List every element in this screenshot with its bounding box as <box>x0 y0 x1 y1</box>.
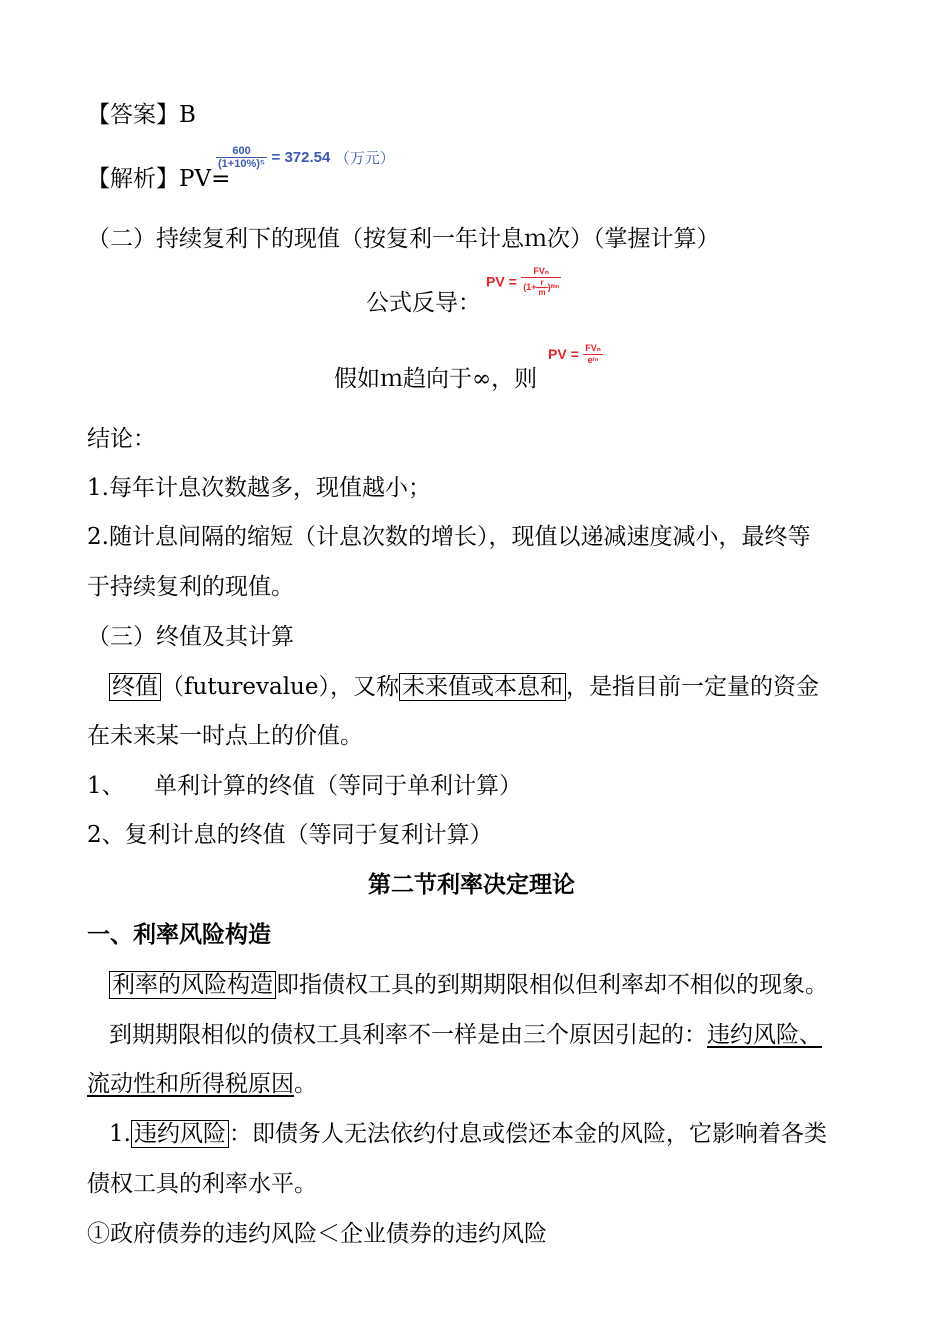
derivation-pv: PV = <box>486 273 517 290</box>
limit-fraction <box>583 343 603 365</box>
future-value-definition: 终值 （futurevalue），又称 未来值或本息和 ，是指目前一定量的资金 <box>109 672 819 702</box>
derivation-numerator: FVₙ <box>521 266 561 278</box>
limit-numerator: FVₙ <box>585 343 601 353</box>
future-value-alias: 未来值或本息和 <box>399 673 566 701</box>
pv-unit: （万元） <box>334 149 395 167</box>
pv-fraction <box>216 145 267 170</box>
list-item-1-number: 1、 <box>87 773 125 799</box>
limit-pv: PV = <box>548 346 579 362</box>
chapter-title: 第二节利率决定理论 <box>368 872 575 898</box>
section3-heading: （三）终值及其计算 <box>87 624 294 650</box>
derivation-label: 公式反导： <box>366 290 481 316</box>
part1-title: 一、利率风险构造 <box>87 922 271 948</box>
pv-calculation-formula <box>216 145 395 170</box>
pv-numerator: 600 <box>216 145 267 158</box>
risk-structure-term: 利率的风险构造 <box>109 971 276 999</box>
section2-heading: （二）持续复利下的现值（按复利一年计息ｍ次）（掌握计算） <box>87 226 720 252</box>
default-risk-definition-cont: 债权工具的利率水平。 <box>87 1171 317 1197</box>
limit-label: 假如ｍ趋向于∞，则 <box>334 366 538 392</box>
pv-denominator: (1+10%)⁵ <box>218 158 266 170</box>
conclusion-item-1: 1.每年计息次数越多，现值越小； <box>87 475 431 501</box>
continuous-compound-formula <box>548 343 603 365</box>
reason-default-risk: 违约风险、 <box>707 1022 822 1048</box>
risk-comparison: ①政府债券的违约风险＜企业债券的违约风险 <box>87 1221 547 1247</box>
default-risk-definition: 1. 违约风险 ：即债务人无法依约付息或偿还本金的风险，它影响着各类 <box>109 1121 827 1147</box>
future-value-definition-cont: 在未来某一时点上的价值。 <box>87 723 363 749</box>
limit-denominator: eʳⁿ <box>587 355 599 365</box>
list-item-1-text: 单利计算的终值（等同于单利计算） <box>154 773 522 799</box>
list-item-2: 2、复利计息的终值（等同于复利计算） <box>87 822 493 848</box>
derivation-fraction <box>521 266 561 297</box>
risk-structure-definition: 利率的风险构造 即指债权工具的到期期限相似但利率却不相似的现象。 <box>109 970 828 1000</box>
conclusion-item-2: 2.随计息间隔的缩短（计息次数的增长），现值以递减速度减小，最终等 <box>87 524 811 550</box>
conclusion-item-2-cont: 于持续复利的现值。 <box>87 574 294 600</box>
default-risk-term: 违约风险 <box>131 1120 229 1148</box>
reason-liquidity-tax: 流动性和所得税原因 <box>87 1071 294 1097</box>
answer-line: 【答案】B <box>87 102 196 128</box>
reasons-line-cont: 流动性和所得税原因。 <box>87 1071 317 1097</box>
derivation-denominator: (1+ $\frac{r}{m}$ )ᵐⁿ <box>523 278 560 297</box>
future-value-term: 终值 <box>109 673 161 701</box>
reasons-line: 到期期限相似的债权工具利率不一样是由三个原因引起的：违约风险、 <box>109 1022 822 1048</box>
pv-result: = 372.54 <box>271 149 331 166</box>
analysis-prefix: 【解析】PV= <box>87 166 231 192</box>
conclusion-title: 结论： <box>87 426 156 452</box>
discrete-compound-formula <box>486 266 561 297</box>
